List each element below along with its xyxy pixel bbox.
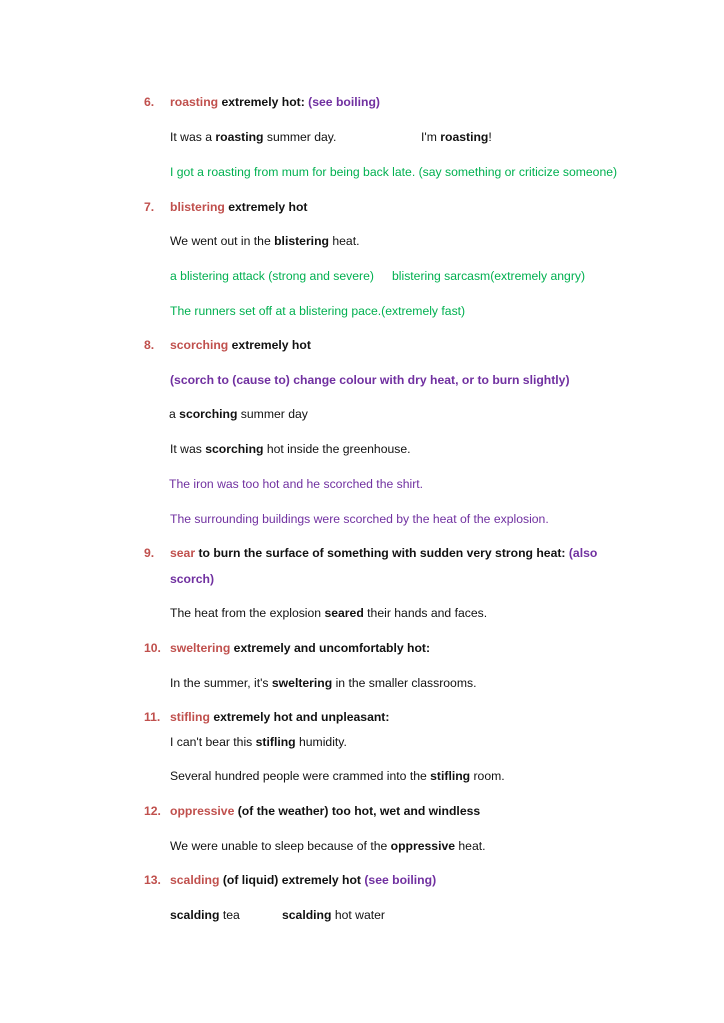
example: It was scorching hot inside the greenhouse. <box>170 442 411 456</box>
example: scalding hot water <box>282 908 385 922</box>
definition: extremely hot: <box>218 95 309 109</box>
example: We were unable to sleep because of the oppressive heat. <box>170 839 486 853</box>
example: It was a roasting summer day. <box>170 130 337 144</box>
entry-heading <box>170 710 389 724</box>
headword: stifling <box>170 710 210 724</box>
note: (see boiling) <box>364 873 437 887</box>
example: We went out in the blistering heat. <box>170 234 360 248</box>
example: I'm roasting! <box>421 130 492 144</box>
headword: sweltering <box>170 641 231 655</box>
example: I can't bear this stifling humidity. <box>170 735 347 749</box>
idiom-example: blistering sarcasm(extremely angry) <box>392 269 586 283</box>
example: a scorching summer day <box>169 407 308 421</box>
entry-heading <box>170 95 380 109</box>
headword: scalding <box>170 873 220 887</box>
entry-heading <box>170 200 308 214</box>
idiom-example: a blistering attack (strong and severe) <box>170 269 374 283</box>
entry-number: 8. <box>144 338 155 352</box>
entry-number: 11. <box>144 710 161 724</box>
headword: oppressive <box>170 804 235 818</box>
note: (scorch to (cause to) change colour with dry heat, or to burn slightly) <box>170 373 570 387</box>
example-purple: The iron was too hot and he scorched the shirt. <box>169 477 424 491</box>
idiom-example: I got a roasting from mum for being back late. (say something or criticize someone) <box>170 165 618 179</box>
entry-heading <box>170 804 480 818</box>
entry-number: 6. <box>144 95 155 109</box>
definition: extremely and uncomfortably hot: <box>230 641 431 655</box>
entry-heading <box>170 338 311 352</box>
example: The heat from the explosion seared their hands and faces. <box>170 606 488 620</box>
example-purple: The surrounding buildings were scorched by the heat of the explosion. <box>170 512 549 526</box>
definition: extremely hot <box>228 338 311 352</box>
entry-number: 13. <box>144 873 161 887</box>
headword: sear <box>170 546 196 560</box>
idiom-example: The runners set off at a blistering pace.(extremely fast) <box>170 304 466 318</box>
entry-number: 9. <box>144 546 155 560</box>
definition: extremely hot and unpleasant: <box>209 710 390 724</box>
entry-heading <box>170 873 436 887</box>
headword: roasting <box>170 95 219 109</box>
entry-heading <box>170 546 597 560</box>
definition: to burn the surface of something with sudden very strong heat: <box>195 546 569 560</box>
note: (see boiling) <box>308 95 380 109</box>
headword: scorching <box>170 338 229 352</box>
note-continued: scorch) <box>170 572 215 586</box>
entry-number: 10. <box>144 641 161 655</box>
example: scalding tea <box>170 908 240 922</box>
example: Several hundred people were crammed into the stifling room. <box>170 769 505 783</box>
definition: (of liquid) extremely hot <box>219 873 365 887</box>
entry-number: 12. <box>144 804 161 818</box>
definition: extremely hot <box>224 200 308 214</box>
entry-number: 7. <box>144 200 155 214</box>
note: (also <box>568 546 598 560</box>
headword: blistering <box>170 200 225 214</box>
example: In the summer, it's sweltering in the smaller classrooms. <box>170 676 477 690</box>
entry-heading <box>170 641 430 655</box>
definition: (of the weather) too hot, wet and windless <box>234 804 481 818</box>
